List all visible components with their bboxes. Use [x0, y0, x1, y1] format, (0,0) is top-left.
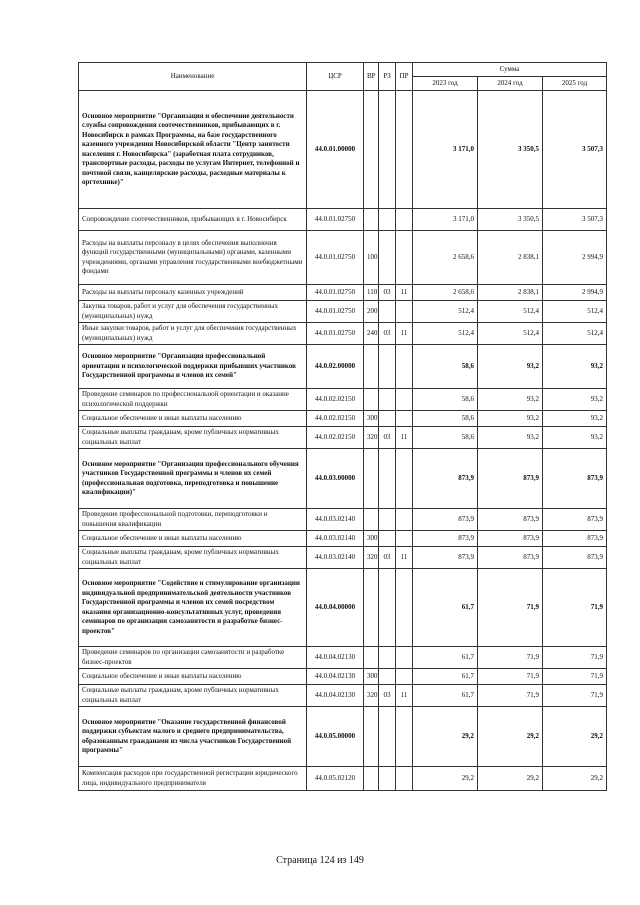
row-name: Расходы на выплаты персоналу в целях обеспечения выполнения функций государственными (муниципальными) органами, казенными учреждениями, органами управления государственными внебюджетными фондами [79, 231, 307, 285]
row-sum-2024: 3 350,5 [478, 209, 543, 231]
row-sum-2023: 873,9 [413, 547, 478, 569]
row-vr [364, 569, 379, 647]
row-name: Проведение профессиональной подготовки, переподготовки и повышения квалификации [79, 509, 307, 531]
row-sum-2024: 71,9 [478, 647, 543, 669]
table-row [79, 547, 607, 569]
row-rz: 03 [379, 323, 396, 345]
row-vr: 300 [364, 531, 379, 547]
row-name: Социальные выплаты гражданам, кроме публичных нормативных социальных выплат [79, 685, 307, 707]
row-rz [379, 509, 396, 531]
table-row [79, 767, 607, 791]
table-row [79, 531, 607, 547]
table-row [79, 231, 607, 285]
row-sum-2024: 873,9 [478, 547, 543, 569]
row-sum-2025: 71,9 [543, 669, 607, 685]
row-sum-2025: 512,4 [543, 301, 607, 323]
header-year: 2023 год [413, 77, 478, 91]
row-sum-2023: 2 658,6 [413, 231, 478, 285]
row-csr: 44.0.04.00000 [307, 569, 364, 647]
row-pr: 11 [396, 547, 413, 569]
row-csr: 44.0.01.02750 [307, 231, 364, 285]
row-sum-2023: 873,9 [413, 509, 478, 531]
row-pr [396, 569, 413, 647]
row-vr: 200 [364, 301, 379, 323]
row-pr [396, 345, 413, 389]
row-pr: 11 [396, 427, 413, 449]
row-rz [379, 231, 396, 285]
row-csr: 44.0.03.02140 [307, 509, 364, 531]
table-row [79, 449, 607, 509]
row-csr: 44.0.04.02130 [307, 685, 364, 707]
header-vr: ВР [364, 63, 379, 91]
row-sum-2024: 873,9 [478, 531, 543, 547]
row-pr [396, 647, 413, 669]
row-name: Основное мероприятие "Содействие и стимулирование организации индивидуальной предпринимательской деятельности участников Государственной программы и членов их семей посредством оказания организационно-консультативных услуг, проведения семинаров по организации самозанятости и разработке бизнес-проектов" [79, 569, 307, 647]
header-csr: ЦСР [307, 63, 364, 91]
row-name: Проведение семинаров по организации самозанятости и разработке бизнес-проектов [79, 647, 307, 669]
row-name: Компенсация расходов при государственной регистрации юридического лица, индивидуального предпринимателя [79, 767, 307, 791]
row-sum-2025: 512,4 [543, 323, 607, 345]
row-rz: 03 [379, 547, 396, 569]
row-sum-2025: 29,2 [543, 767, 607, 791]
row-sum-2024: 29,2 [478, 707, 543, 767]
row-sum-2023: 3 171,0 [413, 91, 478, 209]
row-name: Основное мероприятие "Организация и обеспечение деятельности службы сопровождения соотечественников, прибывающих в г. Новосибирск в рамках Программы, на базе государственного казенного учреждения Новосибирской области "Центр занятости населения г. Новосибирска" (заработная плата сотрудников, транспортные расходы, расходы по услугам Интернет, телефонной и почтовой связи, канцелярские расходы, расходные материалы к оргтехнике)" [79, 91, 307, 209]
header-year: 2024 год [478, 77, 543, 91]
row-sum-2023: 58,6 [413, 427, 478, 449]
row-csr: 44.0.01.02750 [307, 285, 364, 301]
row-rz [379, 345, 396, 389]
row-pr [396, 767, 413, 791]
row-rz [379, 767, 396, 791]
row-sum-2025: 93,2 [543, 411, 607, 427]
row-rz: 03 [379, 285, 396, 301]
row-sum-2023: 512,4 [413, 323, 478, 345]
table-row [79, 685, 607, 707]
row-sum-2025: 873,9 [543, 547, 607, 569]
table-row [79, 91, 607, 209]
row-csr: 44.0.04.02130 [307, 669, 364, 685]
row-csr: 44.0.04.02130 [307, 647, 364, 669]
row-sum-2025: 2 994,9 [543, 285, 607, 301]
row-vr [364, 209, 379, 231]
row-sum-2024: 512,4 [478, 301, 543, 323]
row-rz [379, 209, 396, 231]
row-sum-2024: 512,4 [478, 323, 543, 345]
row-rz [379, 669, 396, 685]
row-rz [379, 91, 396, 209]
row-sum-2023: 58,6 [413, 411, 478, 427]
row-csr: 44.0.02.00000 [307, 345, 364, 389]
row-sum-2023: 61,7 [413, 569, 478, 647]
row-rz [379, 569, 396, 647]
row-sum-2024: 2 838,1 [478, 285, 543, 301]
row-vr: 100 [364, 231, 379, 285]
row-sum-2023: 61,7 [413, 647, 478, 669]
row-pr [396, 389, 413, 411]
row-rz [379, 411, 396, 427]
row-name: Закупка товаров, работ и услуг для обеспечения государственных (муниципальных) нужд [79, 301, 307, 323]
row-pr [396, 231, 413, 285]
row-vr: 320 [364, 685, 379, 707]
table-body [79, 91, 607, 791]
row-sum-2023: 29,2 [413, 707, 478, 767]
row-csr: 44.0.05.00000 [307, 707, 364, 767]
row-pr [396, 411, 413, 427]
table-row [79, 345, 607, 389]
row-sum-2024: 71,9 [478, 685, 543, 707]
header-year: 2025 год [543, 77, 607, 91]
row-rz [379, 531, 396, 547]
row-rz: 03 [379, 685, 396, 707]
header-rz: РЗ [379, 63, 396, 91]
row-rz [379, 647, 396, 669]
row-name: Сопровождение соотечественников, прибывающих в г. Новосибирск [79, 209, 307, 231]
row-vr: 320 [364, 427, 379, 449]
row-csr: 44.0.01.02750 [307, 323, 364, 345]
row-name: Проведение семинаров по профессиональной ориентации и оказание психологической поддержки [79, 389, 307, 411]
row-name: Социальное обеспечение и иные выплаты населению [79, 531, 307, 547]
table-row [79, 323, 607, 345]
row-sum-2024: 93,2 [478, 345, 543, 389]
row-sum-2024: 93,2 [478, 389, 543, 411]
row-sum-2025: 873,9 [543, 449, 607, 509]
row-rz: 03 [379, 427, 396, 449]
row-name: Иные закупки товаров, работ и услуг для обеспечения государственных (муниципальных) нужд [79, 323, 307, 345]
row-csr: 44.0.01.02750 [307, 209, 364, 231]
row-sum-2024: 93,2 [478, 427, 543, 449]
row-sum-2024: 71,9 [478, 569, 543, 647]
row-pr: 11 [396, 285, 413, 301]
row-sum-2023: 61,7 [413, 669, 478, 685]
row-csr: 44.0.01.00000 [307, 91, 364, 209]
row-csr: 44.0.02.02150 [307, 427, 364, 449]
header-pr: ПР [396, 63, 413, 91]
row-sum-2025: 71,9 [543, 569, 607, 647]
row-sum-2025: 93,2 [543, 427, 607, 449]
budget-table [78, 62, 607, 791]
row-sum-2025: 873,9 [543, 531, 607, 547]
row-name: Расходы на выплаты персоналу казенных учреждений [79, 285, 307, 301]
row-pr [396, 449, 413, 509]
row-sum-2024: 2 838,1 [478, 231, 543, 285]
table-row [79, 569, 607, 647]
row-pr: 11 [396, 685, 413, 707]
table-row [79, 411, 607, 427]
row-name: Социальные выплаты гражданам, кроме публичных нормативных социальных выплат [79, 547, 307, 569]
table-row [79, 389, 607, 411]
row-sum-2025: 3 507,3 [543, 91, 607, 209]
row-rz [379, 707, 396, 767]
row-pr [396, 531, 413, 547]
row-name: Основное мероприятие "Организация профессионального обучения участников Государственной программы и членов их семей (профессиональная подготовка, переподготовка и повышение квалификации)" [79, 449, 307, 509]
row-rz [379, 449, 396, 509]
page-footer: Страница 124 из 149 [276, 855, 364, 866]
row-sum-2023: 61,7 [413, 685, 478, 707]
table-row [79, 301, 607, 323]
table-row [79, 647, 607, 669]
row-sum-2024: 93,2 [478, 411, 543, 427]
row-sum-2025: 71,9 [543, 647, 607, 669]
row-sum-2024: 71,9 [478, 669, 543, 685]
row-vr: 320 [364, 547, 379, 569]
row-csr: 44.0.02.02150 [307, 411, 364, 427]
table-row [79, 669, 607, 685]
row-vr: 300 [364, 669, 379, 685]
row-name: Социальные выплаты гражданам, кроме публичных нормативных социальных выплат [79, 427, 307, 449]
row-sum-2023: 873,9 [413, 531, 478, 547]
table-row [79, 285, 607, 301]
row-csr: 44.0.03.02140 [307, 547, 364, 569]
row-vr [364, 91, 379, 209]
row-csr: 44.0.02.02150 [307, 389, 364, 411]
table-row [79, 209, 607, 231]
row-sum-2025: 93,2 [543, 345, 607, 389]
header-name: Наименование [79, 63, 307, 91]
row-vr [364, 389, 379, 411]
row-pr [396, 209, 413, 231]
row-sum-2024: 3 350,5 [478, 91, 543, 209]
row-sum-2023: 512,4 [413, 301, 478, 323]
row-vr [364, 647, 379, 669]
row-vr [364, 767, 379, 791]
row-csr: 44.0.01.02750 [307, 301, 364, 323]
row-name: Социальное обеспечение и иные выплаты населению [79, 411, 307, 427]
row-sum-2024: 29,2 [478, 767, 543, 791]
row-pr [396, 707, 413, 767]
row-pr [396, 669, 413, 685]
row-sum-2025: 71,9 [543, 685, 607, 707]
row-vr: 110 [364, 285, 379, 301]
row-rz [379, 301, 396, 323]
row-sum-2025: 3 507,3 [543, 209, 607, 231]
row-name: Социальное обеспечение и иные выплаты населению [79, 669, 307, 685]
row-vr [364, 449, 379, 509]
row-sum-2025: 29,2 [543, 707, 607, 767]
row-csr: 44.0.03.00000 [307, 449, 364, 509]
table-row [79, 707, 607, 767]
row-sum-2024: 873,9 [478, 449, 543, 509]
table-row [79, 509, 607, 531]
row-sum-2023: 29,2 [413, 767, 478, 791]
row-pr: 11 [396, 323, 413, 345]
row-sum-2023: 2 658,6 [413, 285, 478, 301]
row-csr: 44.0.05.02120 [307, 767, 364, 791]
row-name: Основное мероприятие "Оказание государственной финансовой поддержки субъектам малого и среднего предпринимательства, образованным гражданами из числа участников Государственной программы" [79, 707, 307, 767]
row-name: Основное мероприятие "Организация профессиональной ориентации и психологической поддержки прибывших участников Государственной программы и членов их семей" [79, 345, 307, 389]
row-sum-2025: 93,2 [543, 389, 607, 411]
table-row [79, 427, 607, 449]
row-csr: 44.0.03.02140 [307, 531, 364, 547]
header-sum: Сумма [413, 63, 607, 77]
row-sum-2025: 873,9 [543, 509, 607, 531]
row-vr [364, 707, 379, 767]
row-pr [396, 509, 413, 531]
row-sum-2025: 2 994,9 [543, 231, 607, 285]
row-pr [396, 91, 413, 209]
row-vr: 240 [364, 323, 379, 345]
row-sum-2023: 3 171,0 [413, 209, 478, 231]
row-sum-2024: 873,9 [478, 509, 543, 531]
row-vr [364, 345, 379, 389]
row-sum-2023: 58,6 [413, 389, 478, 411]
row-sum-2023: 873,9 [413, 449, 478, 509]
row-rz [379, 389, 396, 411]
row-vr: 300 [364, 411, 379, 427]
row-sum-2023: 58,6 [413, 345, 478, 389]
row-vr [364, 509, 379, 531]
row-pr [396, 301, 413, 323]
